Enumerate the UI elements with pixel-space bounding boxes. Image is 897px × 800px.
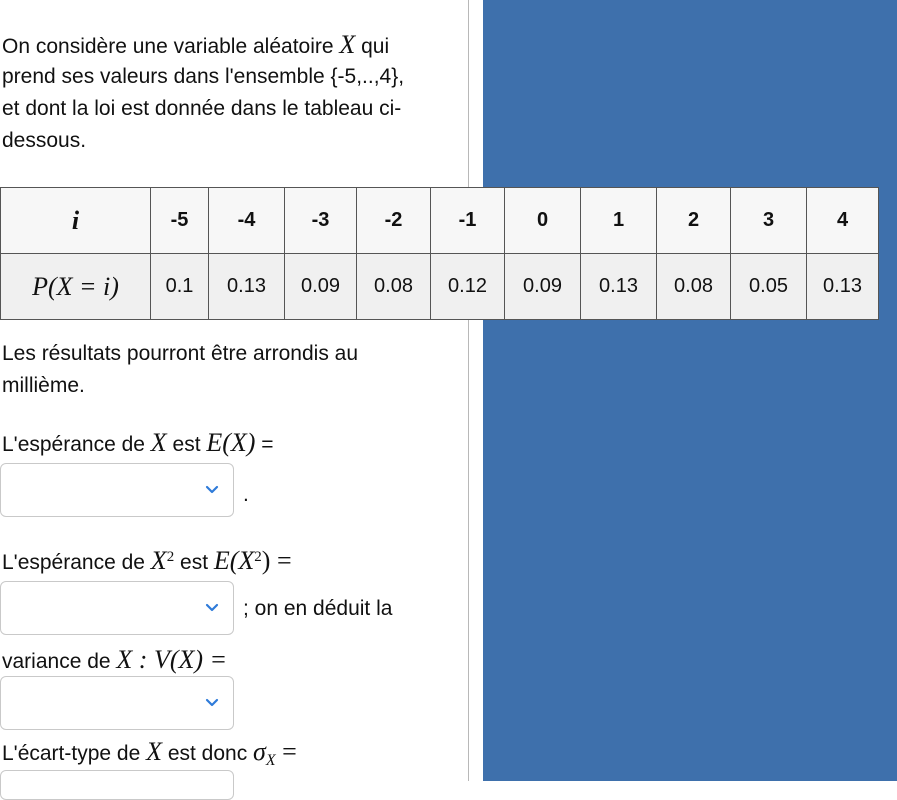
stddev-select[interactable] bbox=[0, 770, 234, 800]
row-label-probability: P(X = i) bbox=[1, 254, 151, 320]
intro-line-1: On considère une variable aléatoire X qui bbox=[2, 30, 390, 59]
chevron-down-icon bbox=[205, 603, 219, 613]
table-cell-probability: 0.13 bbox=[581, 254, 657, 320]
table-cell-probability: 0.08 bbox=[657, 254, 731, 320]
intro-line-3: et dont la loi est donnée dans le tableau ci- bbox=[2, 97, 402, 120]
table-cell-probability: 0.13 bbox=[209, 254, 285, 320]
table-cell-i: 2 bbox=[657, 188, 731, 254]
table-header-row bbox=[1, 188, 879, 254]
chevron-down-icon bbox=[205, 485, 219, 495]
table-cell-i: 1 bbox=[581, 188, 657, 254]
probability-table bbox=[0, 187, 879, 320]
table-cell-i: -4 bbox=[209, 188, 285, 254]
stddev-question: L'écart-type de X est donc $\sigma_X$ = bbox=[2, 737, 297, 770]
table-cell-i: -3 bbox=[285, 188, 357, 254]
expectation-square-question: L'espérance de $X^2$ est $E(X^2)$ = bbox=[2, 546, 292, 575]
table-cell-probability: 0.13 bbox=[807, 254, 879, 320]
table-cell-i: -1 bbox=[431, 188, 505, 254]
expectation-square-select[interactable] bbox=[0, 581, 234, 635]
table-cell-i: 3 bbox=[731, 188, 807, 254]
table-cell-i: 4 bbox=[807, 188, 879, 254]
variance-question: variance de X : V(X) = bbox=[2, 645, 228, 674]
variance-select[interactable] bbox=[0, 676, 234, 730]
deduction-text: ; on en déduit la bbox=[243, 597, 393, 620]
table-cell-i: -5 bbox=[151, 188, 209, 254]
expectation-select[interactable] bbox=[0, 463, 234, 517]
intro-line-4: dessous. bbox=[2, 129, 87, 152]
header-label-i: i bbox=[1, 188, 151, 254]
table-cell-i: -2 bbox=[357, 188, 431, 254]
blue-side-panel bbox=[483, 0, 897, 781]
table-cell-probability: 0.08 bbox=[357, 254, 431, 320]
table-cell-i: 0 bbox=[505, 188, 581, 254]
panel-gap bbox=[469, 0, 483, 781]
table-cell-probability: 0.09 bbox=[505, 254, 581, 320]
intro-line-2: prend ses valeurs dans l'ensemble {-5,..,4}, bbox=[2, 65, 405, 88]
table-cell-probability: 0.12 bbox=[431, 254, 505, 320]
expectation-question: L'espérance de X est E(X) = bbox=[2, 428, 274, 457]
table-cell-probability: 0.05 bbox=[731, 254, 807, 320]
rounding-note-line-1: Les résultats pourront être arrondis au bbox=[2, 342, 359, 365]
table-probability-row bbox=[1, 254, 879, 320]
expectation-period: . bbox=[243, 483, 249, 506]
rounding-note-line-2: millième. bbox=[2, 374, 85, 397]
chevron-down-icon bbox=[205, 698, 219, 708]
table-cell-probability: 0.09 bbox=[285, 254, 357, 320]
table-cell-probability: 0.1 bbox=[151, 254, 209, 320]
